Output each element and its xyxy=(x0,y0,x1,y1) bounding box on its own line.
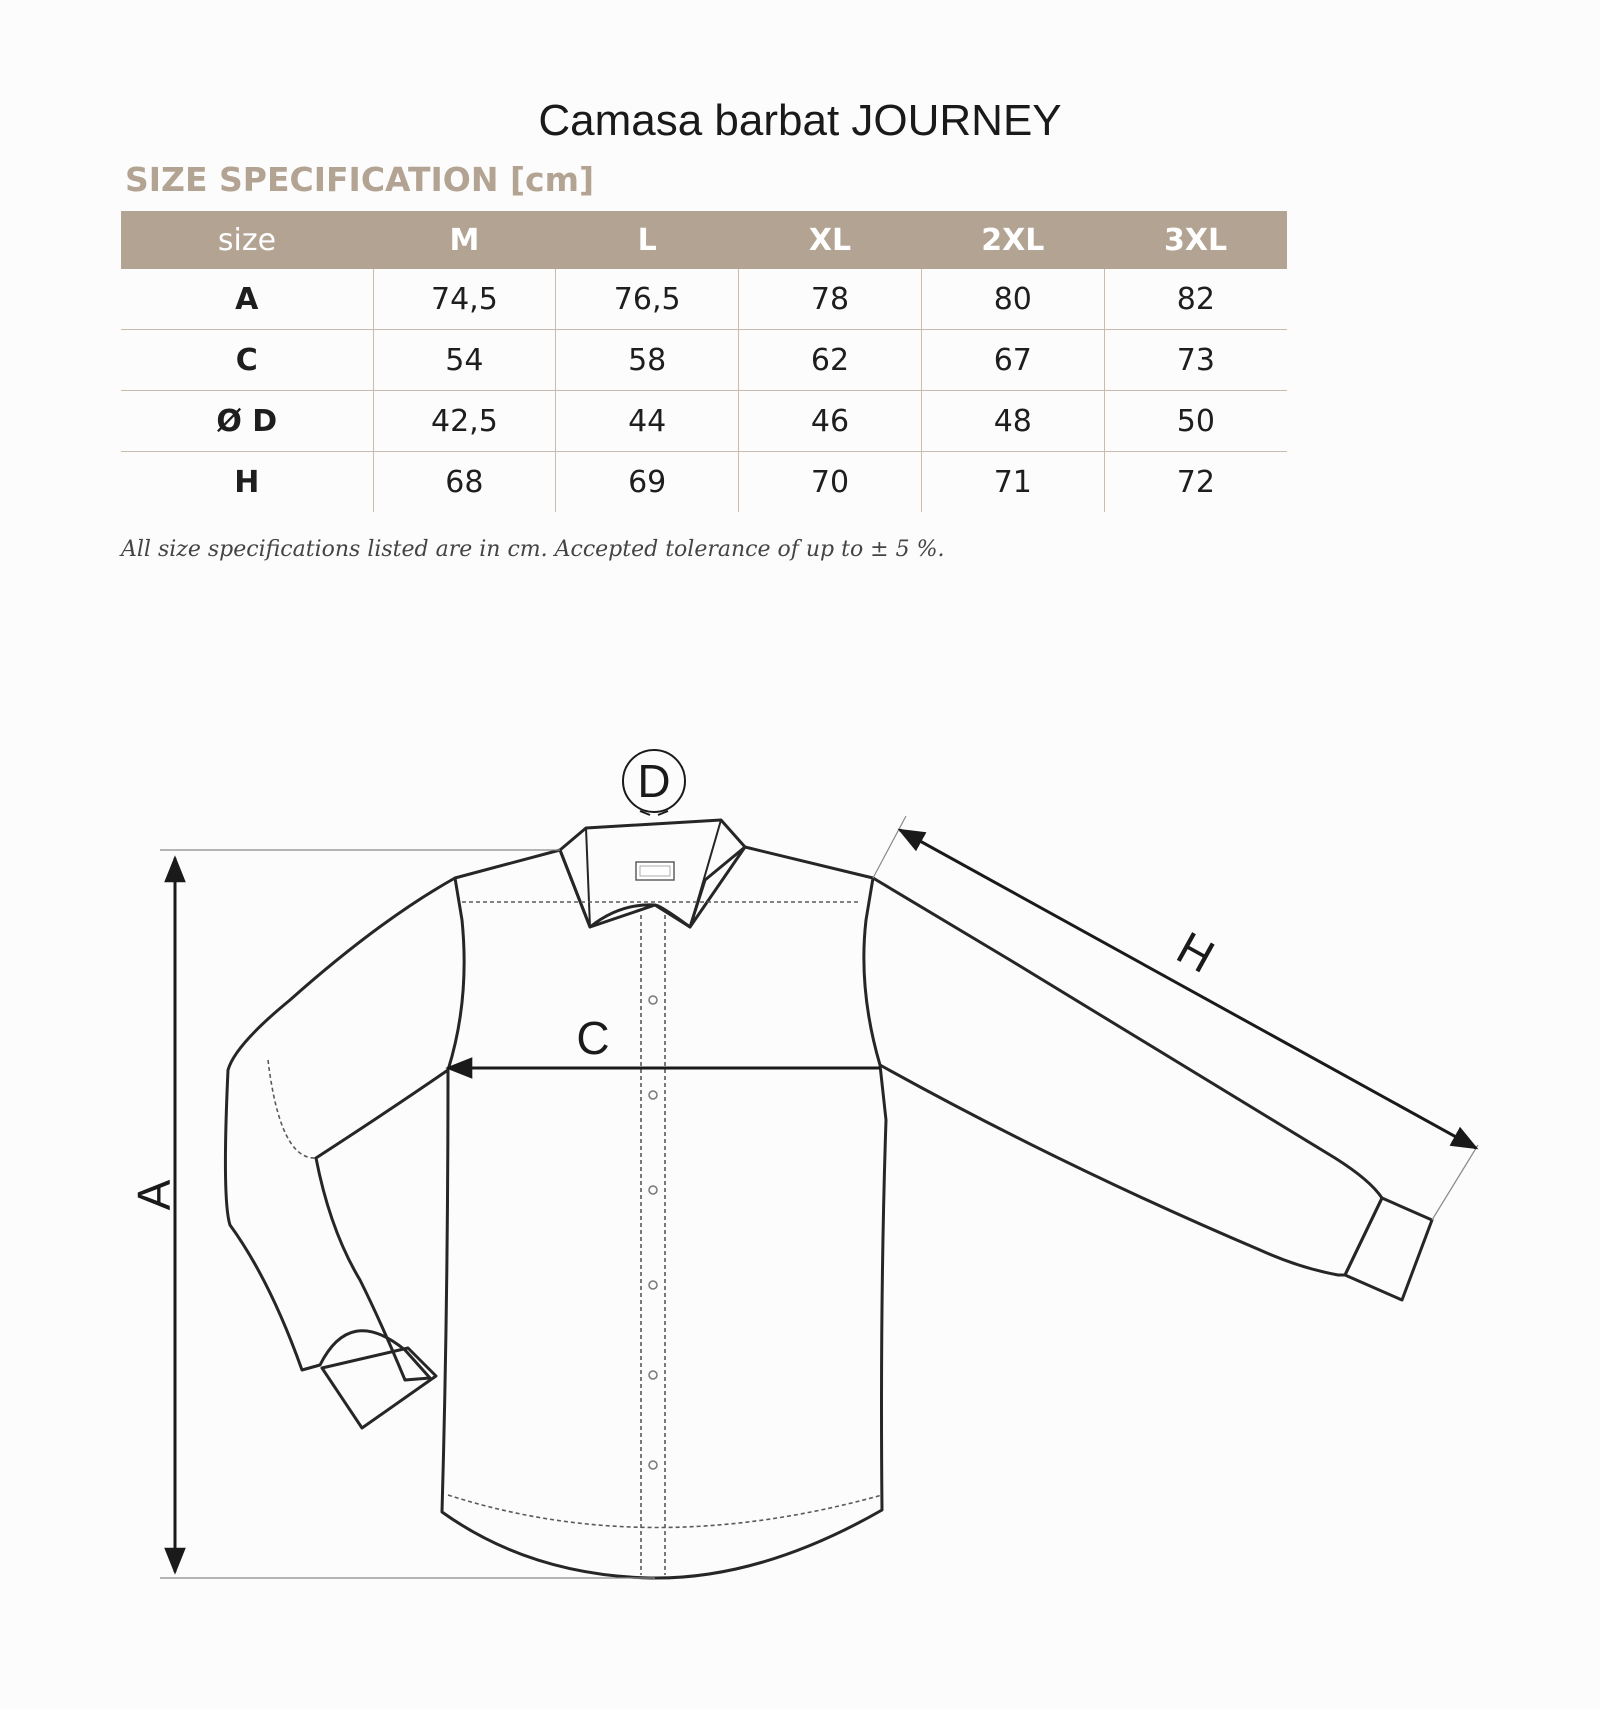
table-cell: 48 xyxy=(921,391,1104,452)
table-cell: 78 xyxy=(739,269,922,330)
table-cell: 76,5 xyxy=(556,269,739,330)
table-cell: 54 xyxy=(373,330,556,391)
table-cell: 50 xyxy=(1104,391,1287,452)
dimension-d-label: D xyxy=(637,755,671,807)
table-cell: 68 xyxy=(373,452,556,513)
left-cuff xyxy=(322,1348,436,1428)
table-cell: 71 xyxy=(921,452,1104,513)
shirt-outline xyxy=(225,820,1432,1578)
table-cell: 58 xyxy=(556,330,739,391)
table-cell: 70 xyxy=(739,452,922,513)
header-xl: XL xyxy=(739,211,922,269)
right-sleeve xyxy=(873,878,1382,1275)
table-cell: 82 xyxy=(1104,269,1287,330)
shirt-details xyxy=(268,902,882,1575)
row-label: H xyxy=(234,464,260,500)
dimension-c xyxy=(448,1012,880,1068)
table-cell: 44 xyxy=(556,391,739,452)
dimension-a-label: A xyxy=(128,1179,180,1211)
header-3xl: 3XL xyxy=(1104,211,1287,269)
header-l: L xyxy=(556,211,739,269)
table-cell: 74,5 xyxy=(373,269,556,330)
shirt-body xyxy=(442,847,886,1578)
table-cell: 42,5 xyxy=(373,391,556,452)
dimension-c-label: C xyxy=(576,1012,610,1064)
left-sleeve xyxy=(225,878,455,1380)
table-cell: 72 xyxy=(1104,452,1287,513)
table-cell: 80 xyxy=(921,269,1104,330)
dimension-h xyxy=(873,816,1478,1220)
row-label: C xyxy=(121,330,373,391)
dimension-a xyxy=(128,850,655,1578)
dimension-d xyxy=(623,750,685,815)
tolerance-note: All size specifications listed are in cm. Accepted tolerance of up to ± 5 %. xyxy=(121,537,945,562)
table-cell: 62 xyxy=(739,330,922,391)
header-size: size xyxy=(121,211,373,269)
label-tag xyxy=(636,862,674,880)
row-label: Ø D xyxy=(121,391,373,452)
table-cell: 46 xyxy=(739,391,922,452)
row-label: A xyxy=(121,269,373,330)
header-m: M xyxy=(373,211,556,269)
size-specification-heading: SIZE SPECIFICATION [cm] xyxy=(125,160,595,199)
header-2xl: 2XL xyxy=(921,211,1104,269)
placket xyxy=(641,915,665,1575)
dimension-h-label: H xyxy=(1168,921,1223,983)
page-title: Camasa barbat JOURNEY xyxy=(538,96,1062,145)
right-cuff xyxy=(1345,1198,1432,1300)
table-cell: 73 xyxy=(1104,330,1287,391)
table-cell: 69 xyxy=(556,452,739,513)
dimension-h-arrow xyxy=(900,830,1476,1148)
table-cell: 67 xyxy=(921,330,1104,391)
